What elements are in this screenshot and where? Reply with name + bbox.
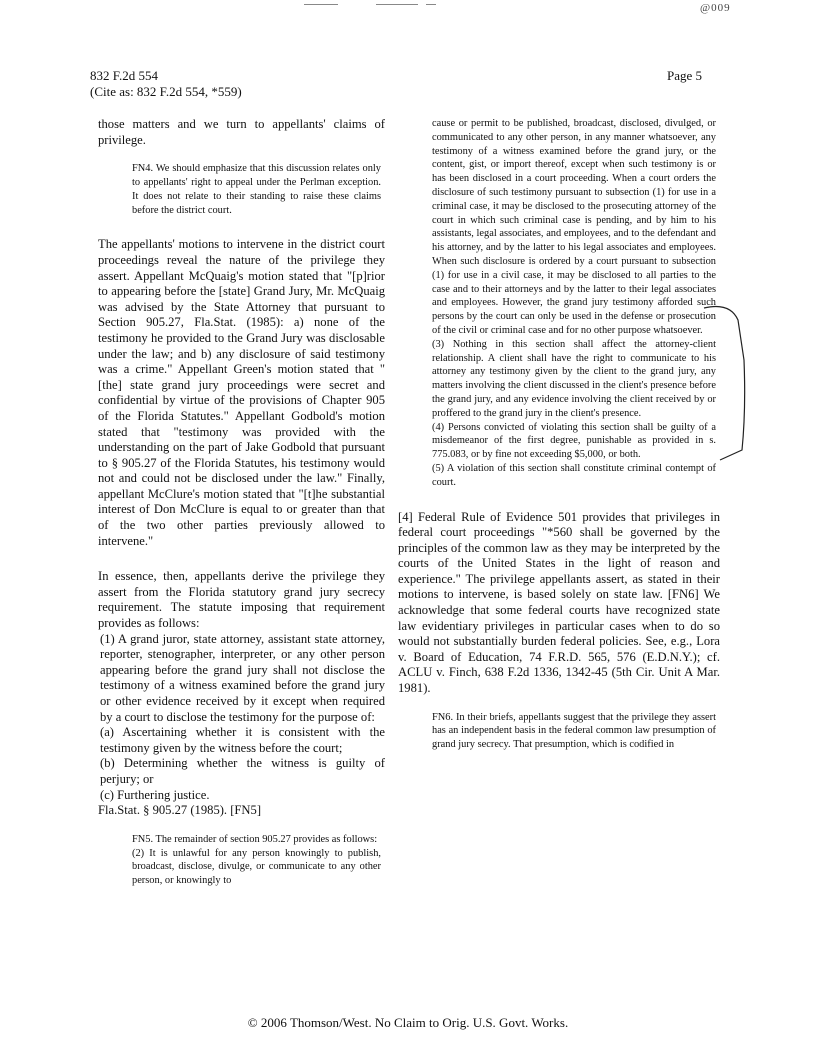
scan-artifact-line [304,4,338,5]
citation-header [90,68,242,100]
paragraph-rule-501: [4] Federal Rule of Evidence 501 provides that privileges in federal court proceedings "*560 shall be governed by the principles of the common law as they may be interpreted by the courts of the United States in the light of reason and experience." The privilege appellants assert, as stated in their motions to intervene, is based solely on state law. [FN6] We acknowledge that some federal courts have recognized state law evidentiary privileges in particular cases when to do so would not substantially burden federal policies. See, e.g., Lora v. Board of Education, 74 F.R.D. 565, 576 (E.D.N.Y.); cf. ACLU v. Finch, 638 F.2d 1336, 1342-45 (5th Cir. Unit A Mar. 1981). [398,509,720,696]
statute-citation: Fla.Stat. § 905.27 (1985). [FN5] [98,803,262,818]
page-number: Page 5 [667,68,703,83]
footnote-fn5-sub3: (3) Nothing in this section shall affect the attorney-client relationship. A client shall have the right to communicate to his attorney any testimony given by the client to the grand jury, any matters involving the client discussed in the client's presence before the grand jury, and any evidence involving the client received by or proffered to the grand jury in the client's presence. [432,338,716,419]
statute-item-a: (a) Ascertaining whether it is consistent with the testimony given by the witness before the court; [100,725,385,755]
paragraph-motions: The appellants' motions to intervene in the district court proceedings reveal the nature of the privilege they assert. Appellant McQuaig's motion stated that "[p]rior to appearing before the [state] Grand Jury, Mr. McQuaig was advised by the State Attorney that pursuant to Section 905.27, Fla.Stat. (1985): a) none of the testimony he provided to the Grand Jury was disclosable under the law; and b) any disclosure of said testimony was a crime." Appellant Green's motion stated that "[the] state grand jury proceedings were secret and confidential by virtue of the provisions of Chapter 905 of the Florida Statutes." Appellant Godbold's motion stated that "testimony was provided with the understanding on the part of Jake Godbold that pursuant to § 905.27 of the Florida Statutes, his testimony would not and could not be disclosed under the law." Finally, appellant McClure's motion stated that "[t]he substantial interest of Don McClure is equal to or greater than that of the two other parties previously allowed to intervene." [98,237,385,548]
statute-item-c: (c) Furthering justice. [100,787,210,802]
footnote-fn5-continued: cause or permit to be published, broadcast, disclosed, divulged, or communicated to any other person, in any manner whatsoever, any testimony of a witness examined before the grand jury, or the content, gist, or import thereof, except when such testimony is or has been disclosed in a court proceeding. When a court orders the disclosure of such testimony pursuant to subsection (1) for use in a criminal case, it may be disclosed to the prosecuting attorney of the court in which such criminal case is pending, and by him to his assistants, legal associates, and employees, and to the defendant and his attorney, and by the latter to his legal associates and employees. When such disclosure is ordered by a court pursuant to subsection (1) for use in a civil case, it may be disclosed to all parties to the case and to their attorneys and by the latter to their legal associates and employees. However, the grand jury testimony afforded such persons by the court can only be used in the defense or prosecution of the civil or criminal case and for no other purpose whatsoever. [432,118,716,336]
paragraph-essence: In essence, then, appellants derive the privilege they assert from the Florida statutory grand jury secrecy requirement. The statute imposing that requirement provides as follows: [98,569,385,631]
scan-artifact-line [426,4,436,5]
footnote-fn5-intro: FN5. The remainder of section 905.27 provides as follows: [132,833,378,845]
fax-page-mark: @009 [700,2,731,14]
handwritten-bracket-mark [700,300,760,470]
footnote-fn5-sub4: (4) Persons convicted of violating this section shall be guilty of a misdemeanor of the first degree, punishable as provided in s. 775.083, or by fine not exceeding $5,000, or both. [432,421,716,461]
footnote-fn5-sub5: (5) A violation of this section shall constitute criminal contempt of court. [432,462,716,488]
statute-item-b: (b) Determining whether the witness is guilty of perjury; or [100,756,385,786]
citation-line-2: (Cite as: 832 F.2d 554, *559) [90,84,242,99]
scan-artifact-line [376,4,418,5]
statute-subsection-1: (1) A grand juror, state attorney, assistant state attorney, reporter, stenographer, interpreter, or any other person appearing before the grand jury shall not disclose the testimony of a witness examined before the grand jury or other evidence received by it except when required by a court to disclose the testimony for the purpose of: [100,631,385,724]
footnote-fn4: FN4. We should emphasize that this discussion relates only to appellants' right to appeal under the Perlman exception. It does not relate to their standing to raise these claims before the district court. [132,163,381,216]
paragraph-privilege-turn: those matters and we turn to appellants' claims of privilege. [98,117,385,147]
right-column [398,117,720,752]
left-column [98,117,385,888]
footnote-fn5-sub2: (2) It is unlawful for any person knowingly to publish, broadcast, disclose, divulge, or communicate to any other person, or knowingly to [132,847,381,887]
citation-line-1: 832 F.2d 554 [90,68,158,83]
footnote-fn6: FN6. In their briefs, appellants suggest that the privilege they assert has an independent basis in the federal common law presumption of grand jury secrecy. That presumption, which is codified in [432,711,716,751]
copyright-footer: © 2006 Thomson/West. No Claim to Orig. U.S. Govt. Works. [247,1015,569,1030]
